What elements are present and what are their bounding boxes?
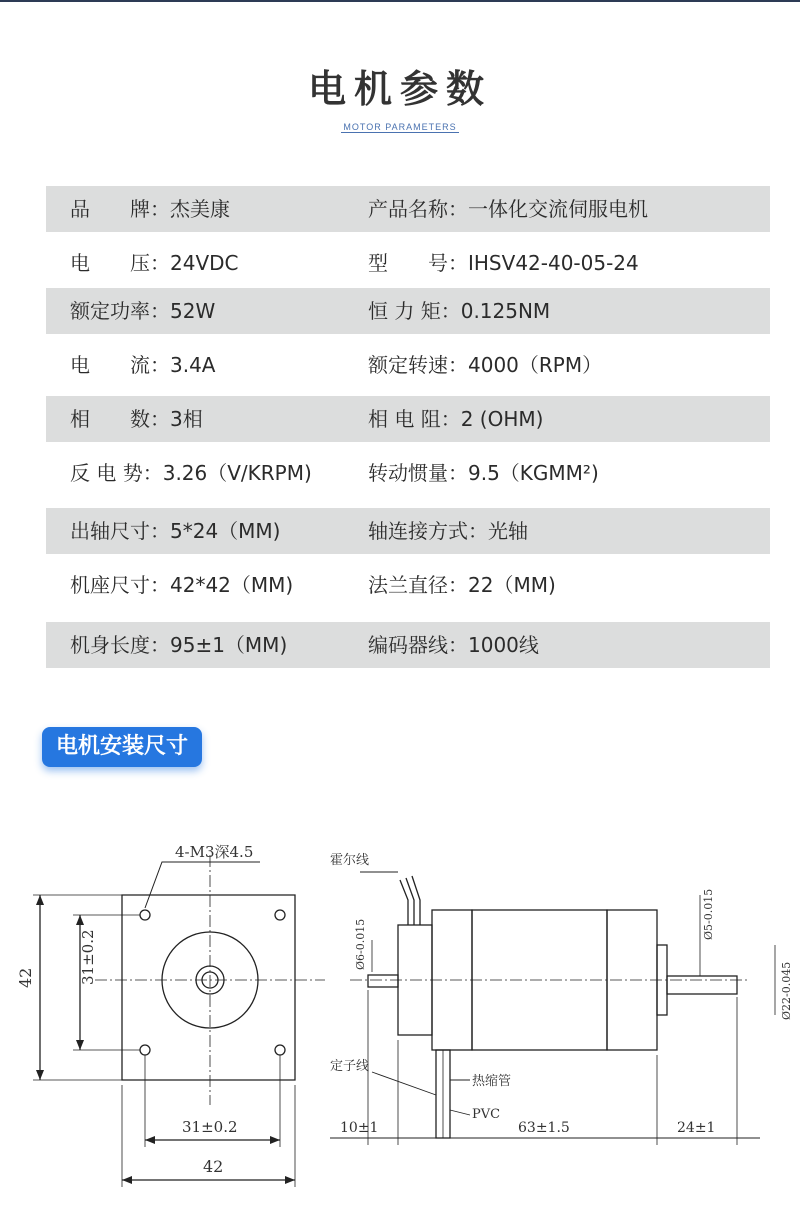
spec-row — [46, 288, 770, 334]
spec-row — [46, 450, 770, 496]
motor-dimension-drawing — [0, 800, 800, 1210]
spec-row — [46, 622, 770, 668]
spec-right: 额定转速：4000（RPM） — [368, 353, 603, 377]
hall-cable — [412, 876, 420, 925]
spec-row — [46, 396, 770, 442]
spec-left: 出轴尺寸：5*24（MM) — [70, 519, 281, 543]
arrow-head — [76, 915, 84, 925]
dia-6-label: Ø6-0.015 — [354, 918, 367, 970]
dim-42-vertical: 42 — [16, 967, 35, 988]
dim-63-label: 63±1.5 — [518, 1120, 570, 1136]
pvc-label: PVC — [472, 1107, 501, 1122]
spec-right: 编码器线：1000线 — [368, 633, 539, 657]
output-shaft — [667, 976, 737, 994]
spec-row — [46, 186, 770, 232]
spec-left: 电 压：24VDC — [70, 251, 239, 275]
spec-right: 型 号：IHSV42-40-05-24 — [368, 251, 639, 275]
spec-row — [46, 562, 770, 608]
hall-cable — [400, 880, 408, 925]
mount-hole — [140, 1045, 150, 1055]
dim-31-vertical: 31±0.2 — [79, 929, 97, 985]
pvc-leader — [450, 1110, 470, 1115]
mount-hole — [275, 910, 285, 920]
spec-left: 反 电 势：3.26（V/KRPM) — [70, 461, 312, 485]
hall-wire-label: 霍尔线 — [330, 853, 370, 868]
rear-shaft — [368, 975, 398, 987]
spec-right: 法兰直径：22（MM) — [368, 573, 556, 597]
spec-right: 产品名称：一体化交流伺服电机 — [368, 197, 648, 221]
dim-31-horizontal: 31±0.2 — [182, 1118, 238, 1136]
spec-left: 机座尺寸：42*42（MM) — [70, 573, 294, 597]
mount-hole — [140, 910, 150, 920]
spec-left: 相 数：3相 — [70, 407, 203, 431]
arrow-head — [76, 1040, 84, 1050]
spec-row — [46, 508, 770, 554]
dia-22-label: Ø22-0.045 — [780, 961, 793, 1020]
spec-left: 品 牌：杰美康 — [70, 197, 230, 221]
arrow-head — [145, 1136, 155, 1144]
arrow-head — [36, 1070, 44, 1080]
spec-left: 额定功率：52W — [70, 299, 216, 323]
hole-label: 4-M3深4.5 — [175, 843, 254, 861]
spec-right: 恒 力 矩：0.125NM — [368, 299, 551, 323]
arrow-head — [285, 1176, 295, 1184]
dim-10-label: 10±1 — [340, 1120, 379, 1136]
spec-left: 电 流：3.4A — [70, 353, 216, 377]
section-badge: 电机安装尺寸 — [42, 727, 202, 767]
spec-row — [46, 240, 770, 286]
hall-cable — [406, 878, 414, 925]
mount-hole — [275, 1045, 285, 1055]
stator-wire-label: 定子线 — [330, 1059, 370, 1074]
spec-left: 机身长度：95±1（MM) — [70, 633, 288, 657]
top-divider — [0, 0, 800, 2]
page-subtitle — [0, 122, 800, 132]
spec-right: 轴连接方式：光轴 — [368, 519, 528, 543]
arrow-head — [270, 1136, 280, 1144]
arrow-head — [122, 1176, 132, 1184]
dia-5-label: Ø5-0.015 — [702, 888, 715, 940]
dim-24-label: 24±1 — [677, 1120, 716, 1136]
subtitle-text: MOTOR PARAMETERS — [343, 122, 457, 132]
spec-right: 相 电 阻：2 (OHM) — [368, 407, 544, 431]
spec-right: 转动惯量：9.5（KGMM²) — [368, 461, 599, 485]
heat-shrink-label: 热缩管 — [472, 1074, 512, 1089]
stator-leader — [372, 1072, 436, 1095]
spec-row — [46, 342, 770, 388]
dim-42-horizontal: 42 — [203, 1157, 224, 1176]
page-title: 电机参数 — [307, 67, 492, 111]
hole-leader — [145, 862, 260, 908]
arrow-head — [36, 895, 44, 905]
